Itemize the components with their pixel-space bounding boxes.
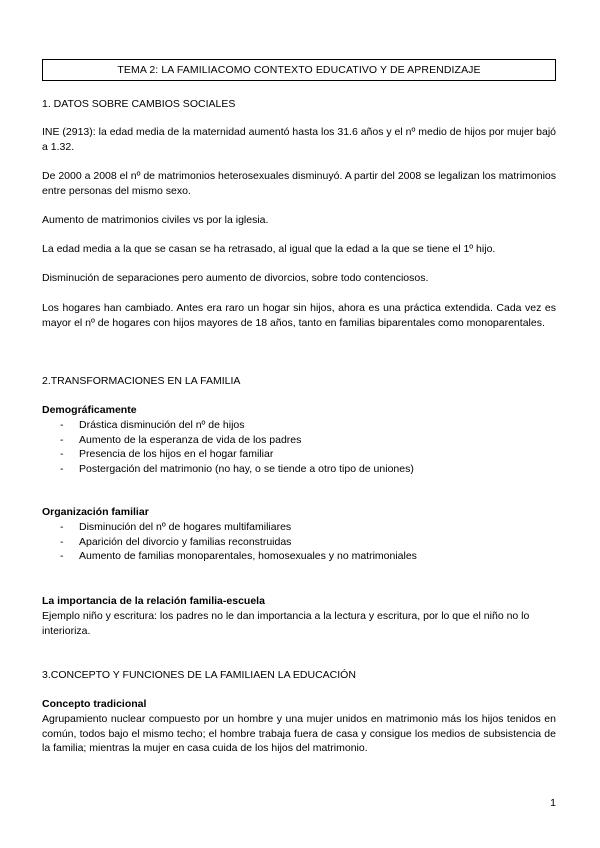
organization-list <box>60 520 556 564</box>
list-item: - Aumento de la esperanza de vida de los padres <box>60 433 302 446</box>
paragraph-family-school: Ejemplo niño y escritura: los padres no le dan importancia a la lectura y escritura, por lo que el niño no lo interioriza. <box>42 610 530 637</box>
list-item: - Disminución del nº de hogares multifamiliares <box>60 521 292 533</box>
bullet-dash: - <box>60 535 64 548</box>
subheading-demographic: Demográficamente <box>42 404 137 416</box>
list-item: - Drástica disminución del nº de hijos <box>60 419 245 431</box>
subheading-family-school: La importancia de la relación familia-escuela <box>42 595 265 607</box>
list-item: - Aumento de familias monoparentales, homosexuales y no matrimoniales <box>60 550 417 562</box>
list-item: - Aparición del divorcio y familias reconstruidas <box>60 535 292 548</box>
paragraph-households: Los hogares han cambiado. Antes era raro un hogar sin hijos, ahora es una práctica extendida. Cada vez es mayor el nº de hogares con hijos mayores de 18 años, tanto en familias biparentales como monoparentales. <box>42 302 556 329</box>
demographic-list <box>60 418 556 476</box>
list-item: - Postergación del matrimonio (no hay, o se tiende a otro tipo de uniones) <box>60 462 414 475</box>
section-3-heading: 3.CONCEPTO Y FUNCIONES DE LA FAMILIAEN LA EDUCACIÓN <box>42 669 356 681</box>
bullet-dash: - <box>60 419 64 431</box>
section-1-heading: 1. DATOS SOBRE CAMBIOS SOCIALES <box>42 98 236 110</box>
paragraph-marriages: De 2000 a 2008 el nº de matrimonios heterosexuales disminuyó. A partir del 2008 se legalizan los matrimonios entre personas del mismo sexo. <box>42 170 556 197</box>
bullet-dash: - <box>60 433 64 446</box>
paragraph-marriage-age: La edad media a la que se casan se ha retrasado, al igual que la edad a la que se tiene el 1º hijo. <box>42 243 496 255</box>
bullet-dash: - <box>60 448 64 460</box>
page-number: 1 <box>550 797 556 809</box>
paragraph-ine-maternity: INE (2913): la edad media de la maternidad aumentó hasta los 31.6 años y el nº medio de hijos por mujer bajó a 1.32. <box>42 126 556 153</box>
list-item: - Presencia de los hijos en el hogar familiar <box>60 448 274 460</box>
paragraph-divorces: Disminución de separaciones pero aumento de divorcios, sobre todo contenciosos. <box>42 272 429 284</box>
paragraph-traditional-concept: Agrupamiento nuclear compuesto por un hombre y una mujer unidos en matrimonio más los hijos tenidos en común, todos bajo el mismo techo; el hombre trabaja fuera de casa y consigue los medios de subsistencia de la familia; mientras la mujer en casa cuida de los hijos del matrimonio. <box>42 713 556 754</box>
document-title: TEMA 2: LA FAMILIACOMO CONTEXTO EDUCATIVO Y DE APRENDIZAJE <box>42 59 556 81</box>
subheading-traditional-concept: Concepto tradicional <box>42 698 147 710</box>
subheading-family-organization: Organización familiar <box>42 506 149 518</box>
paragraph-civil-marriages: Aumento de matrimonios civiles vs por la iglesia. <box>42 214 269 226</box>
bullet-dash: - <box>60 550 64 562</box>
section-2-heading: 2.TRANSFORMACIONES EN LA FAMILIA <box>42 375 241 387</box>
bullet-dash: - <box>60 462 64 475</box>
bullet-dash: - <box>60 521 64 533</box>
